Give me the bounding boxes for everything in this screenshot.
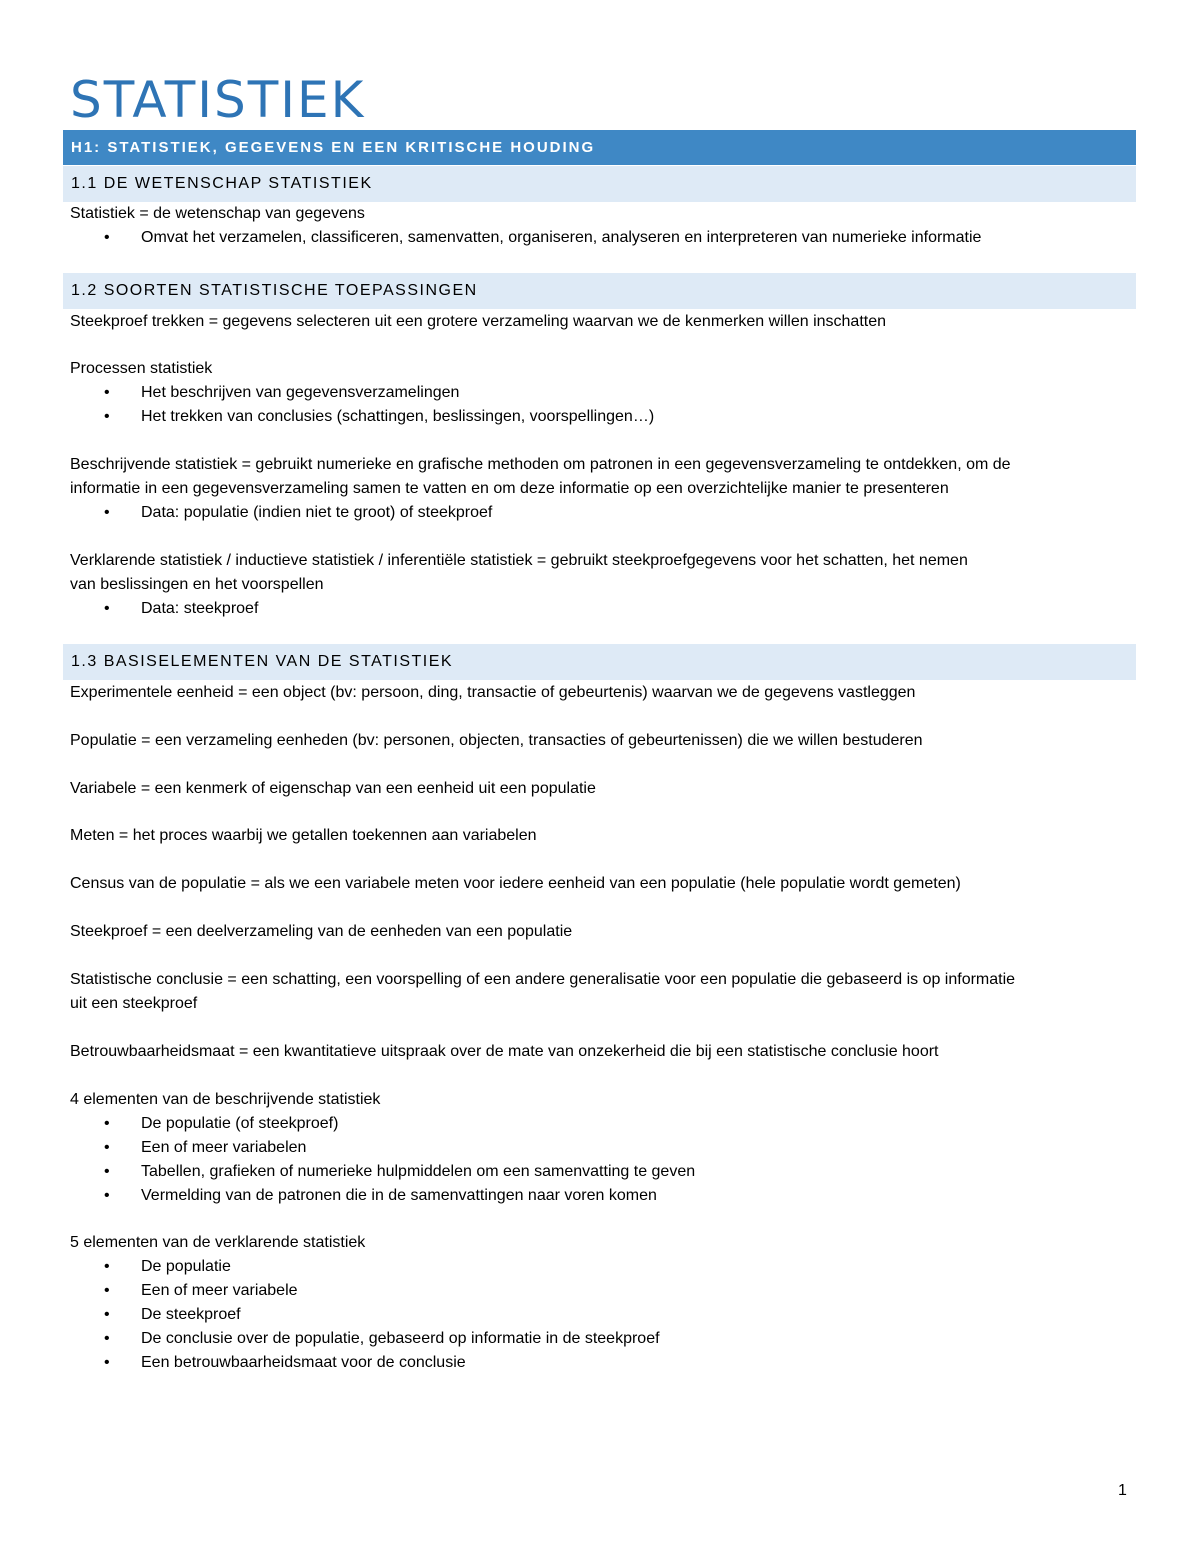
list-item [104, 1160, 696, 1184]
document-title: STATISTIEK [70, 71, 366, 129]
section-heading-1-3: 1.3 BASISELEMENTEN VAN DE STATISTIEK [63, 644, 1136, 680]
page-number: 1 [1118, 1482, 1127, 1499]
list-item [104, 501, 493, 525]
list-item-text: Data: steekproef [141, 600, 259, 617]
list-item [104, 226, 982, 250]
bullet-icon: • [104, 1330, 110, 1347]
bullet-icon: • [104, 1163, 110, 1180]
section-heading-1-2: 1.2 SOORTEN STATISTISCHE TOEPASSINGEN [63, 273, 1136, 309]
definition-conclusie-line2: uit een steekproef [70, 995, 198, 1012]
list-item-text: Een of meer variabele [141, 1282, 298, 1299]
bullet-icon: • [104, 408, 110, 425]
list-item [104, 1327, 660, 1351]
definition-populatie: Populatie = een verzameling eenheden (bv: personen, objecten, transacties of gebeurtenissen) die we willen bestuderen [70, 732, 923, 749]
definition-census: Census van de populatie = als we een variabele meten voor iedere eenheid van een populatie (hele populatie wordt gemeten) [70, 875, 961, 892]
chapter-heading: H1: STATISTIEK, GEGEVENS EN EEN KRITISCHE HOUDING [63, 130, 1136, 165]
bullet-icon: • [104, 1139, 110, 1156]
definition-beschrijvende-line1: Beschrijvende statistiek = gebruikt numerieke en grafische methoden om patronen in een gegevensverzameling te ontdekken, om de [70, 456, 1011, 473]
list-item-text: De steekproef [141, 1306, 241, 1323]
definition-steekproef: Steekproef = een deelverzameling van de eenheden van een populatie [70, 923, 573, 940]
processen-title: Processen statistiek [70, 360, 213, 377]
bullet-icon: • [104, 504, 110, 521]
definition-verklarende-line2: van beslissingen en het voorspellen [70, 576, 324, 593]
bullet-icon: • [104, 384, 110, 401]
list-item-text: De populatie [141, 1258, 231, 1275]
list-item-text: Data: populatie (indien niet te groot) of steekproef [141, 504, 493, 521]
list-item [104, 1136, 307, 1160]
list-item-text: Tabellen, grafieken of numerieke hulpmiddelen om een samenvatting te geven [141, 1163, 696, 1180]
list-item-text: Omvat het verzamelen, classificeren, samenvatten, organiseren, analyseren en interpreteren van numerieke informatie [141, 229, 982, 246]
definition-conclusie-line1: Statistische conclusie = een schatting, een voorspelling of een andere generalisatie voor een populatie die gebaseerd is op informatie [70, 971, 1016, 988]
section-heading-1-1: 1.1 DE WETENSCHAP STATISTIEK [63, 166, 1136, 202]
bullet-icon: • [104, 1115, 110, 1132]
definition-statistiek: Statistiek = de wetenschap van gegevens [70, 205, 365, 222]
definition-betrouwbaarheidsmaat: Betrouwbaarheidsmaat = een kwantitatieve uitspraak over de mate van onzekerheid die bij een statistische conclusie hoort [70, 1043, 939, 1060]
list-item-text: De conclusie over de populatie, gebaseerd op informatie in de steekproef [141, 1330, 660, 1347]
bullet-icon: • [104, 1306, 110, 1323]
list-item [104, 597, 259, 621]
list-item-text: Het beschrijven van gegevensverzamelingen [141, 384, 460, 401]
list-item [104, 1279, 298, 1303]
definition-experimentele-eenheid: Experimentele eenheid = een object (bv: persoon, ding, transactie of gebeurtenis) waarvan we de gegevens vastleggen [70, 684, 916, 701]
definition-variabele: Variabele = een kenmerk of eigenschap van een eenheid uit een populatie [70, 780, 596, 797]
list-item [104, 1184, 657, 1208]
bullet-icon: • [104, 1258, 110, 1275]
list-item [104, 1255, 231, 1279]
list-item-text: Vermelding van de patronen die in de samenvattingen naar voren komen [141, 1187, 657, 1204]
list-item [104, 1351, 466, 1375]
vijf-elementen-title: 5 elementen van de verklarende statistiek [70, 1234, 366, 1251]
bullet-icon: • [104, 1282, 110, 1299]
bullet-icon: • [104, 229, 110, 246]
definition-beschrijvende-line2: informatie in een gegevensverzameling samen te vatten en om deze informatie op een overzichtelijke manier te presenteren [70, 480, 949, 497]
bullet-icon: • [104, 1354, 110, 1371]
vier-elementen-title: 4 elementen van de beschrijvende statistiek [70, 1091, 381, 1108]
list-item-text: De populatie (of steekproef) [141, 1115, 339, 1132]
list-item [104, 381, 460, 405]
list-item-text: Een of meer variabelen [141, 1139, 307, 1156]
list-item [104, 405, 655, 429]
definition-meten: Meten = het proces waarbij we getallen toekennen aan variabelen [70, 827, 537, 844]
definition-steekproef-trekken: Steekproef trekken = gegevens selecteren uit een grotere verzameling waarvan we de kenmerken willen inschatten [70, 313, 887, 330]
bullet-icon: • [104, 600, 110, 617]
definition-verklarende-line1: Verklarende statistiek / inductieve statistiek / inferentiële statistiek = gebruikt steekproefgegevens voor het schatten, het nemen [70, 552, 968, 569]
list-item [104, 1112, 339, 1136]
list-item-text: Het trekken van conclusies (schattingen, beslissingen, voorspellingen…) [141, 408, 655, 425]
bullet-icon: • [104, 1187, 110, 1204]
list-item-text: Een betrouwbaarheidsmaat voor de conclusie [141, 1354, 466, 1371]
list-item [104, 1303, 241, 1327]
